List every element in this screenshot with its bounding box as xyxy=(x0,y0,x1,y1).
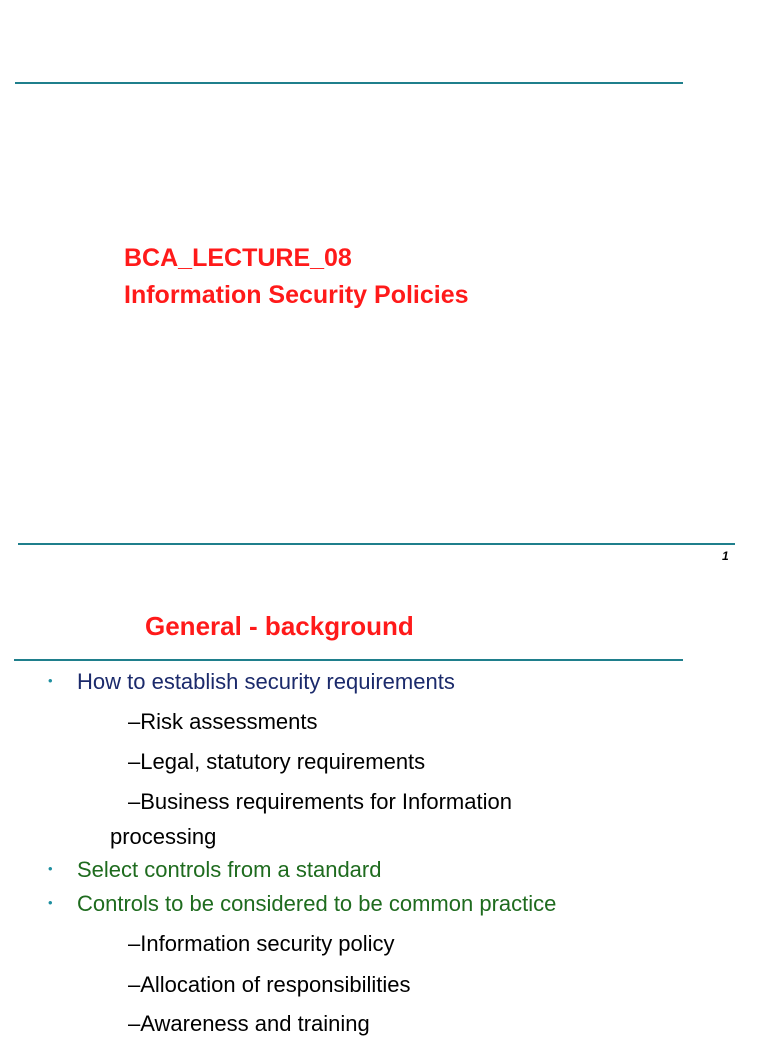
bullet-text: Select controls from a standard xyxy=(77,857,382,882)
slide1-top-rule xyxy=(15,82,683,84)
slide2-title: General - background xyxy=(145,611,414,641)
bullet-icon: • xyxy=(48,673,53,688)
sub-item: –Business requirements for Information xyxy=(128,789,512,814)
sub-item: –Allocation of responsibilities xyxy=(128,972,411,997)
sub-item-continuation: processing xyxy=(110,824,217,849)
sub-item: –Risk assessments xyxy=(128,709,318,734)
bullet-text: Controls to be considered to be common practice xyxy=(77,891,557,916)
slide1-bottom-rule xyxy=(18,543,735,545)
bullet-icon: • xyxy=(48,895,53,910)
lecture-title: Information Security Policies xyxy=(124,281,469,309)
sub-item: –Legal, statutory requirements xyxy=(128,749,426,774)
bullet-text: How to establish security requirements xyxy=(77,669,455,694)
page-number: 1 xyxy=(722,549,729,563)
lecture-code: BCA_LECTURE_08 xyxy=(124,244,352,272)
sub-item: –Awareness and training xyxy=(128,1011,370,1036)
slide2-title-rule xyxy=(14,659,683,661)
sub-item: –Information security policy xyxy=(128,931,395,956)
bullet-icon: • xyxy=(48,861,53,876)
